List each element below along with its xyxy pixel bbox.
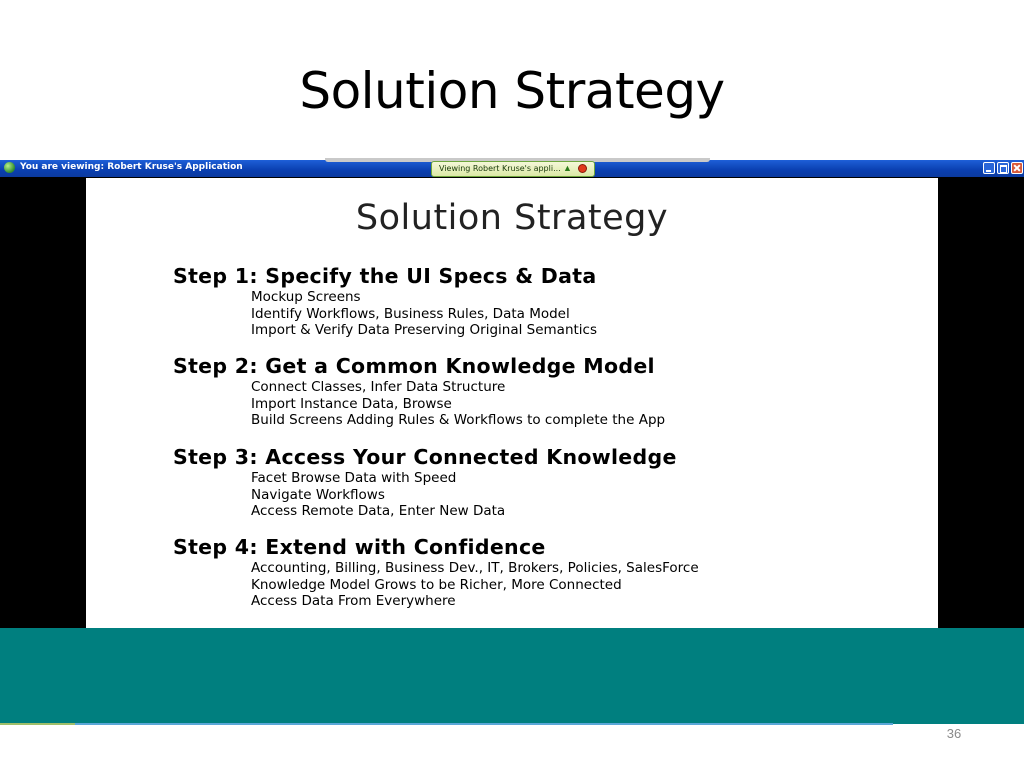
step-block-2 <box>173 354 665 429</box>
step-item: Identify Workflows, Business Rules, Data Model <box>251 305 570 322</box>
shared-slide <box>86 178 938 628</box>
step-item: Facet Browse Data with Speed <box>251 470 457 486</box>
restore-icon[interactable] <box>997 162 1009 174</box>
step-item: Accounting, Billing, Business Dev., IT, Brokers, Policies, SalesForce <box>251 560 699 576</box>
step-item: Access Remote Data, Enter New Data <box>251 503 506 519</box>
page-number: 36 <box>946 726 962 741</box>
step-item: Knowledge Model Grows to be Richer, More Connected <box>251 576 622 593</box>
step-block-1 <box>173 264 597 339</box>
step-item: Import & Verify Data Preserving Original Semantics <box>251 322 598 338</box>
minimize-icon[interactable] <box>983 162 995 174</box>
footer-band <box>0 628 1024 724</box>
shared-slide-title: Solution Strategy <box>355 198 669 238</box>
share-window-title: You are viewing: Robert Kruse's Application <box>20 162 243 172</box>
screen-share-window <box>0 160 1024 628</box>
viewing-indicator[interactable] <box>431 161 595 177</box>
step-item: Navigate Workflows <box>251 486 385 503</box>
step-item: Mockup Screens <box>251 289 361 305</box>
step-block-3 <box>173 445 677 520</box>
step-item: Import Instance Data, Browse <box>251 395 452 412</box>
step-heading: Step 4: Extend with Confidence <box>173 535 546 559</box>
step-heading: Step 1: Specify the UI Specs & Data <box>173 264 597 288</box>
step-item-list <box>251 379 665 429</box>
close-icon[interactable] <box>1011 162 1023 174</box>
step-block-4 <box>173 535 699 610</box>
viewing-indicator-label: Viewing Robert Kruse's appli... <box>439 164 561 173</box>
step-heading: Step 3: Access Your Connected Knowledge <box>173 445 677 469</box>
step-item-list <box>251 560 699 610</box>
step-item-list <box>251 470 677 520</box>
footer-accent-line-left <box>0 723 75 725</box>
step-item: Connect Classes, Infer Data Structure <box>251 379 506 395</box>
step-item: Build Screens Adding Rules & Workflows to complete the App <box>251 412 666 428</box>
step-heading: Step 2: Get a Common Knowledge Model <box>173 354 655 378</box>
stop-sharing-icon[interactable] <box>578 164 587 173</box>
slide-title: Solution Strategy <box>299 62 725 120</box>
screen-share-app-icon <box>4 162 15 173</box>
pin-icon[interactable]: ▲ <box>563 163 572 173</box>
share-window-titlebar[interactable] <box>0 160 1024 177</box>
footer-accent-line <box>75 723 893 725</box>
step-item-list <box>251 289 597 339</box>
step-item: Access Data From Everywhere <box>251 593 456 609</box>
